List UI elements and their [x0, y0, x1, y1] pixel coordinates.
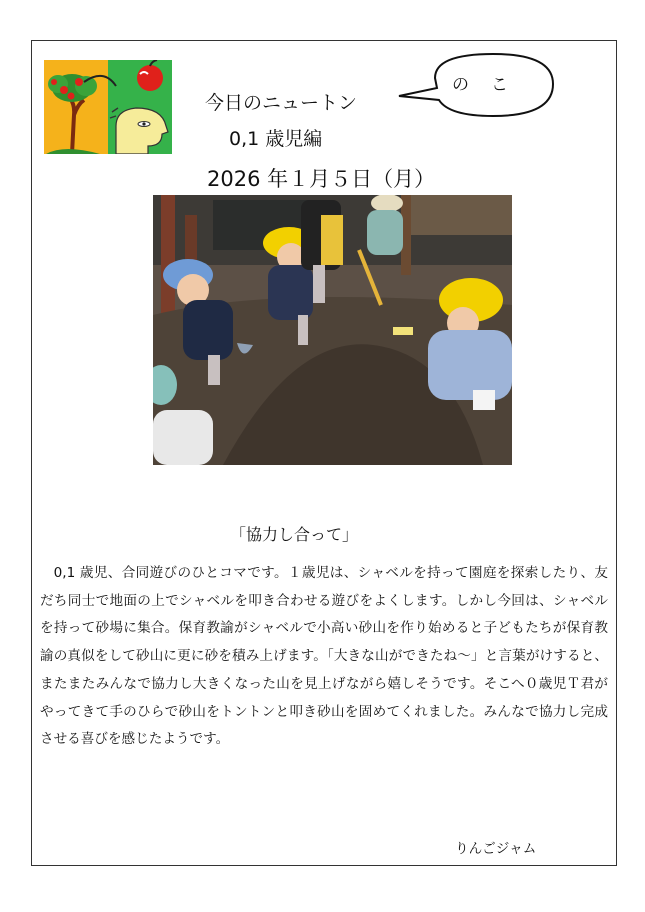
newton-logo — [44, 60, 172, 154]
newsletter-title: 今日のニュートン — [205, 92, 358, 114]
class-name: 0,1 歳児編 — [229, 128, 323, 150]
article-title: 「協力し合って」 — [230, 525, 359, 544]
issue-date: 2026 年１月５日（月） — [207, 167, 436, 191]
article-body: 0,1 歳児、合同遊びのひとコマです。１歳児は、シャベルを持って園庭を探索したり、友だち同士で地面の上でシャベルを叩き合わせる遊びをよくします。しかし今回は、シャベルを持って砂場に集合。保育教諭がシャベルで小高い砂山を作り始めると子どもたちが保育教諭の真似をして砂山に更に砂を積み上げます。「大きな山ができたね〜」と言葉がけすると、またまたみんなで協力し大きくなった山を見上げながら嬉しそうです。そこへ０歳児Ｔ君がやってきて手のひらで砂山をトントンと叩き砂山を固めてくれました。みんなで協力し完成させる喜びを感じたようです。 — [40, 565, 608, 748]
sandbox-photo — [153, 195, 512, 465]
speech-bubble-text: のこ — [452, 75, 530, 95]
author-signature: りんごジャム — [455, 841, 537, 857]
